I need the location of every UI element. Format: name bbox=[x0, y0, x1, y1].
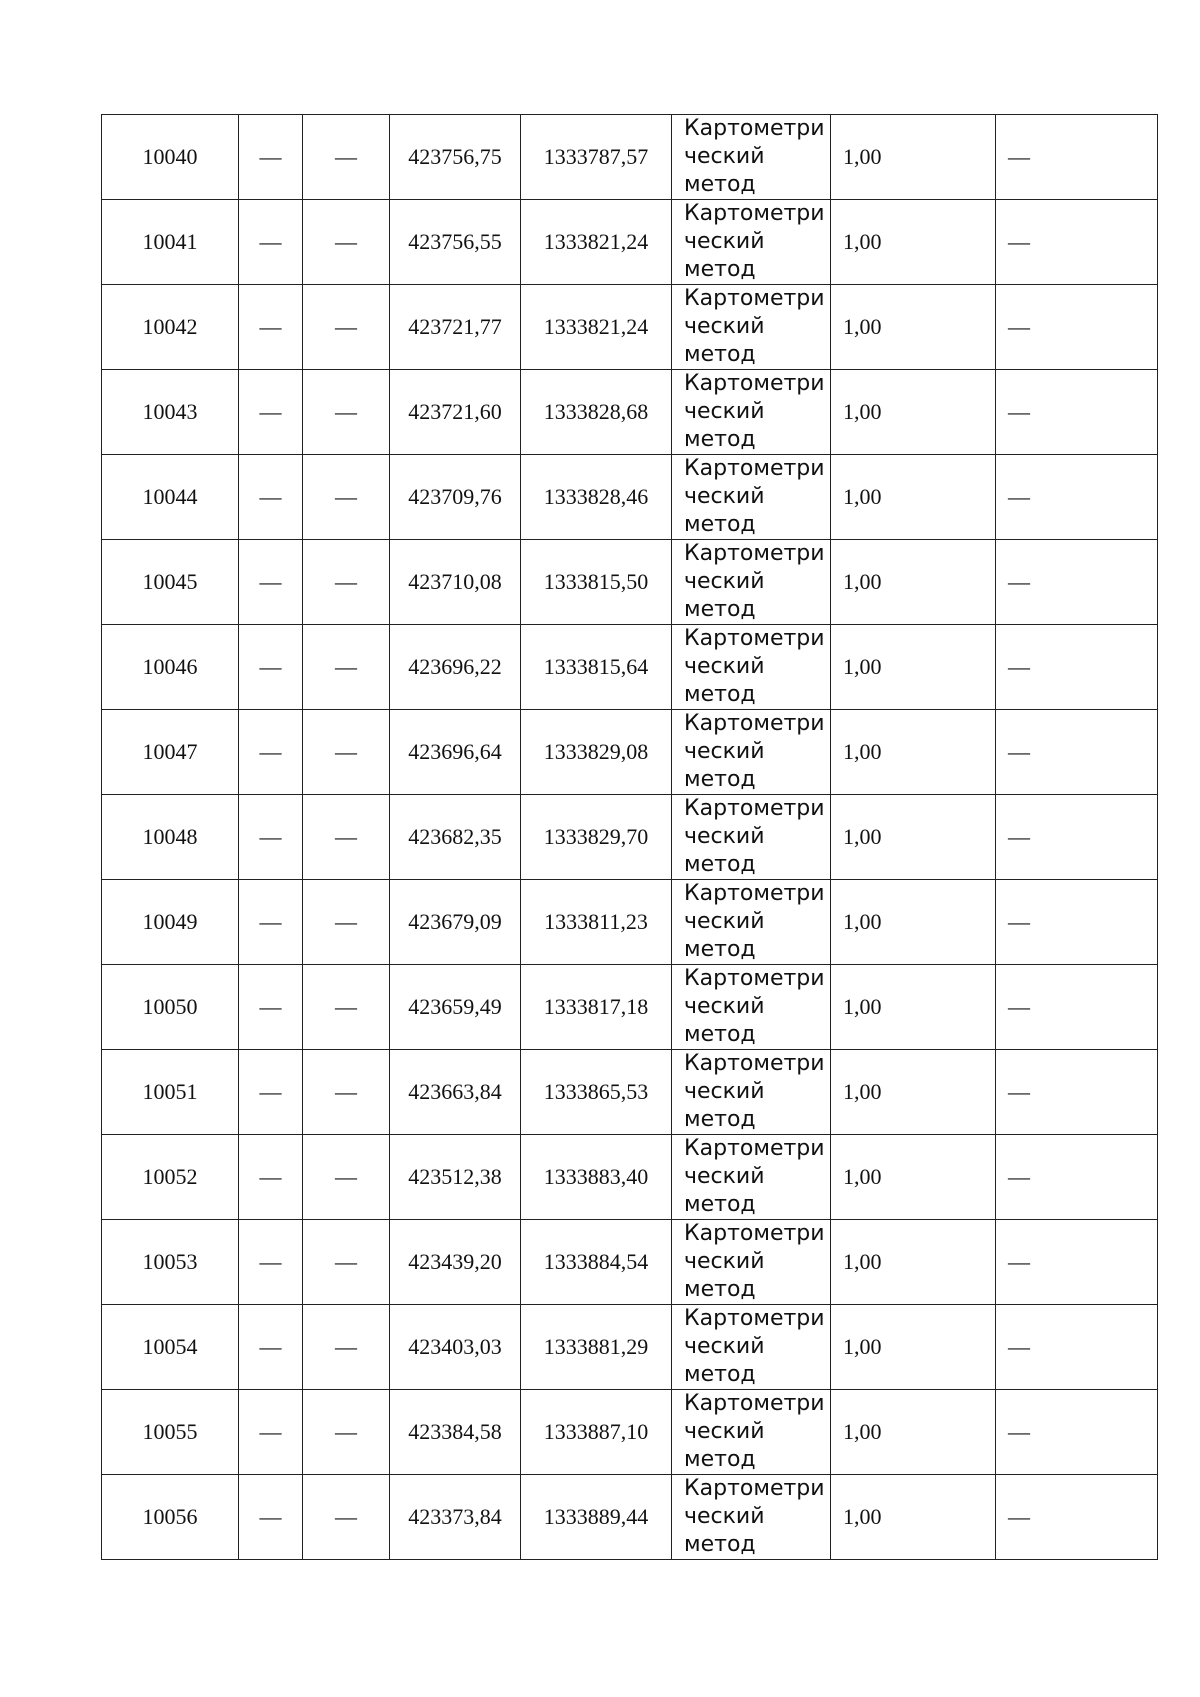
existing-x-cell: — bbox=[239, 115, 303, 200]
existing-y-cell: — bbox=[303, 1050, 390, 1135]
y-coordinate-cell: 1333828,68 bbox=[521, 370, 672, 455]
table-row bbox=[102, 710, 1158, 795]
y-coordinate-cell: 1333883,40 bbox=[521, 1135, 672, 1220]
point-number-cell: 10045 bbox=[102, 540, 239, 625]
method-text-line: ческий bbox=[684, 144, 765, 169]
method-text-line: метод bbox=[684, 1192, 756, 1217]
table-row bbox=[102, 795, 1158, 880]
description-cell: — bbox=[996, 1220, 1158, 1305]
method-text-line: Картометри bbox=[684, 541, 825, 566]
x-coordinate-cell: 423696,22 bbox=[390, 625, 521, 710]
y-coordinate-cell: 1333884,54 bbox=[521, 1220, 672, 1305]
existing-x-cell: — bbox=[239, 1135, 303, 1220]
description-cell: — bbox=[996, 1135, 1158, 1220]
point-number-cell: 10042 bbox=[102, 285, 239, 370]
x-coordinate-cell: 423679,09 bbox=[390, 880, 521, 965]
method-cell bbox=[672, 540, 831, 625]
existing-y-cell: — bbox=[303, 880, 390, 965]
method-text-line: Картометри bbox=[684, 1306, 825, 1331]
y-coordinate-cell: 1333865,53 bbox=[521, 1050, 672, 1135]
method-text-line: метод bbox=[684, 937, 756, 962]
existing-x-cell: — bbox=[239, 1475, 303, 1560]
method-text-line: метод bbox=[684, 1277, 756, 1302]
x-coordinate-cell: 423721,77 bbox=[390, 285, 521, 370]
table-row bbox=[102, 455, 1158, 540]
table-row bbox=[102, 540, 1158, 625]
method-text-line: ческий bbox=[684, 1249, 765, 1274]
method-cell bbox=[672, 1475, 831, 1560]
point-number-cell: 10040 bbox=[102, 115, 239, 200]
method-text-line: Картометри bbox=[684, 711, 825, 736]
table-row bbox=[102, 1305, 1158, 1390]
existing-y-cell: — bbox=[303, 370, 390, 455]
method-cell bbox=[672, 795, 831, 880]
existing-y-cell: — bbox=[303, 710, 390, 795]
method-text-line: ческий bbox=[684, 314, 765, 339]
existing-y-cell: — bbox=[303, 540, 390, 625]
existing-y-cell: — bbox=[303, 200, 390, 285]
existing-y-cell: — bbox=[303, 1390, 390, 1475]
y-coordinate-cell: 1333828,46 bbox=[521, 455, 672, 540]
method-text-line: Картометри bbox=[684, 1391, 825, 1416]
accuracy-cell: 1,00 bbox=[831, 540, 996, 625]
method-text-line: ческий bbox=[684, 484, 765, 509]
existing-x-cell: — bbox=[239, 1390, 303, 1475]
accuracy-cell: 1,00 bbox=[831, 370, 996, 455]
method-cell bbox=[672, 285, 831, 370]
description-cell: — bbox=[996, 200, 1158, 285]
table-body bbox=[102, 115, 1158, 1560]
existing-x-cell: — bbox=[239, 625, 303, 710]
accuracy-cell: 1,00 bbox=[831, 1220, 996, 1305]
existing-y-cell: — bbox=[303, 285, 390, 370]
existing-y-cell: — bbox=[303, 965, 390, 1050]
accuracy-cell: 1,00 bbox=[831, 1135, 996, 1220]
description-cell: — bbox=[996, 710, 1158, 795]
point-number-cell: 10047 bbox=[102, 710, 239, 795]
method-cell bbox=[672, 880, 831, 965]
method-text-line: ческий bbox=[684, 399, 765, 424]
method-text-line: Картометри bbox=[684, 796, 825, 821]
description-cell: — bbox=[996, 965, 1158, 1050]
y-coordinate-cell: 1333821,24 bbox=[521, 285, 672, 370]
method-text-line: ческий bbox=[684, 909, 765, 934]
accuracy-cell: 1,00 bbox=[831, 200, 996, 285]
y-coordinate-cell: 1333815,50 bbox=[521, 540, 672, 625]
point-number-cell: 10052 bbox=[102, 1135, 239, 1220]
accuracy-cell: 1,00 bbox=[831, 625, 996, 710]
existing-x-cell: — bbox=[239, 710, 303, 795]
method-cell bbox=[672, 455, 831, 540]
method-cell bbox=[672, 115, 831, 200]
document-page bbox=[101, 114, 1157, 1560]
x-coordinate-cell: 423659,49 bbox=[390, 965, 521, 1050]
method-text-line: метод bbox=[684, 1362, 756, 1387]
y-coordinate-cell: 1333887,10 bbox=[521, 1390, 672, 1475]
method-text-line: Картометри bbox=[684, 1051, 825, 1076]
point-number-cell: 10049 bbox=[102, 880, 239, 965]
accuracy-cell: 1,00 bbox=[831, 710, 996, 795]
method-text-line: Картометри bbox=[684, 881, 825, 906]
method-text-line: метод bbox=[684, 342, 756, 367]
x-coordinate-cell: 423439,20 bbox=[390, 1220, 521, 1305]
accuracy-cell: 1,00 bbox=[831, 285, 996, 370]
table-row bbox=[102, 1390, 1158, 1475]
description-cell: — bbox=[996, 370, 1158, 455]
y-coordinate-cell: 1333821,24 bbox=[521, 200, 672, 285]
accuracy-cell: 1,00 bbox=[831, 1050, 996, 1135]
existing-x-cell: — bbox=[239, 1305, 303, 1390]
point-number-cell: 10044 bbox=[102, 455, 239, 540]
point-number-cell: 10050 bbox=[102, 965, 239, 1050]
method-text-line: ческий bbox=[684, 654, 765, 679]
method-cell bbox=[672, 370, 831, 455]
accuracy-cell: 1,00 bbox=[831, 455, 996, 540]
existing-x-cell: — bbox=[239, 1050, 303, 1135]
method-cell bbox=[672, 965, 831, 1050]
y-coordinate-cell: 1333787,57 bbox=[521, 115, 672, 200]
coordinates-table bbox=[101, 114, 1158, 1560]
y-coordinate-cell: 1333829,70 bbox=[521, 795, 672, 880]
y-coordinate-cell: 1333881,29 bbox=[521, 1305, 672, 1390]
method-text-line: метод bbox=[684, 1022, 756, 1047]
point-number-cell: 10048 bbox=[102, 795, 239, 880]
method-text-line: ческий bbox=[684, 739, 765, 764]
y-coordinate-cell: 1333889,44 bbox=[521, 1475, 672, 1560]
method-text-line: метод bbox=[684, 767, 756, 792]
existing-x-cell: — bbox=[239, 455, 303, 540]
x-coordinate-cell: 423710,08 bbox=[390, 540, 521, 625]
existing-y-cell: — bbox=[303, 1220, 390, 1305]
x-coordinate-cell: 423756,55 bbox=[390, 200, 521, 285]
existing-y-cell: — bbox=[303, 455, 390, 540]
table-row bbox=[102, 1135, 1158, 1220]
method-text-line: Картометри bbox=[684, 966, 825, 991]
description-cell: — bbox=[996, 115, 1158, 200]
x-coordinate-cell: 423756,75 bbox=[390, 115, 521, 200]
x-coordinate-cell: 423373,84 bbox=[390, 1475, 521, 1560]
table-row bbox=[102, 115, 1158, 200]
method-cell bbox=[672, 1305, 831, 1390]
point-number-cell: 10054 bbox=[102, 1305, 239, 1390]
accuracy-cell: 1,00 bbox=[831, 965, 996, 1050]
table-row bbox=[102, 965, 1158, 1050]
point-number-cell: 10053 bbox=[102, 1220, 239, 1305]
method-text-line: ческий bbox=[684, 994, 765, 1019]
method-text-line: метод bbox=[684, 597, 756, 622]
method-text-line: метод bbox=[684, 1532, 756, 1557]
accuracy-cell: 1,00 bbox=[831, 1475, 996, 1560]
table-row bbox=[102, 370, 1158, 455]
existing-y-cell: — bbox=[303, 1135, 390, 1220]
method-cell bbox=[672, 1135, 831, 1220]
method-text-line: Картометри bbox=[684, 371, 825, 396]
method-cell bbox=[672, 625, 831, 710]
x-coordinate-cell: 423384,58 bbox=[390, 1390, 521, 1475]
description-cell: — bbox=[996, 795, 1158, 880]
method-text-line: Картометри bbox=[684, 116, 825, 141]
existing-x-cell: — bbox=[239, 965, 303, 1050]
description-cell: — bbox=[996, 625, 1158, 710]
table-row bbox=[102, 200, 1158, 285]
accuracy-cell: 1,00 bbox=[831, 795, 996, 880]
x-coordinate-cell: 423403,03 bbox=[390, 1305, 521, 1390]
method-text-line: ческий bbox=[684, 1334, 765, 1359]
x-coordinate-cell: 423512,38 bbox=[390, 1135, 521, 1220]
table-row bbox=[102, 880, 1158, 965]
method-text-line: Картометри bbox=[684, 1221, 825, 1246]
point-number-cell: 10046 bbox=[102, 625, 239, 710]
description-cell: — bbox=[996, 1305, 1158, 1390]
description-cell: — bbox=[996, 455, 1158, 540]
existing-x-cell: — bbox=[239, 1220, 303, 1305]
existing-y-cell: — bbox=[303, 1475, 390, 1560]
table-row bbox=[102, 625, 1158, 710]
x-coordinate-cell: 423696,64 bbox=[390, 710, 521, 795]
y-coordinate-cell: 1333815,64 bbox=[521, 625, 672, 710]
method-text-line: метод bbox=[684, 682, 756, 707]
method-text-line: Картометри bbox=[684, 201, 825, 226]
method-text-line: ческий bbox=[684, 569, 765, 594]
method-text-line: метод bbox=[684, 512, 756, 537]
description-cell: — bbox=[996, 540, 1158, 625]
existing-x-cell: — bbox=[239, 200, 303, 285]
point-number-cell: 10055 bbox=[102, 1390, 239, 1475]
method-text-line: Картометри bbox=[684, 626, 825, 651]
method-cell bbox=[672, 710, 831, 795]
accuracy-cell: 1,00 bbox=[831, 1390, 996, 1475]
y-coordinate-cell: 1333811,23 bbox=[521, 880, 672, 965]
accuracy-cell: 1,00 bbox=[831, 115, 996, 200]
point-number-cell: 10041 bbox=[102, 200, 239, 285]
existing-y-cell: — bbox=[303, 115, 390, 200]
y-coordinate-cell: 1333817,18 bbox=[521, 965, 672, 1050]
description-cell: — bbox=[996, 1050, 1158, 1135]
method-text-line: ческий bbox=[684, 824, 765, 849]
point-number-cell: 10043 bbox=[102, 370, 239, 455]
method-text-line: метод bbox=[684, 852, 756, 877]
table-row bbox=[102, 1475, 1158, 1560]
x-coordinate-cell: 423663,84 bbox=[390, 1050, 521, 1135]
existing-y-cell: — bbox=[303, 625, 390, 710]
existing-x-cell: — bbox=[239, 370, 303, 455]
x-coordinate-cell: 423682,35 bbox=[390, 795, 521, 880]
method-cell bbox=[672, 1220, 831, 1305]
existing-x-cell: — bbox=[239, 795, 303, 880]
description-cell: — bbox=[996, 1475, 1158, 1560]
method-text-line: ческий bbox=[684, 1164, 765, 1189]
table-row bbox=[102, 1220, 1158, 1305]
table-row bbox=[102, 1050, 1158, 1135]
accuracy-cell: 1,00 bbox=[831, 1305, 996, 1390]
method-text-line: Картометри bbox=[684, 1476, 825, 1501]
description-cell: — bbox=[996, 880, 1158, 965]
method-text-line: ческий bbox=[684, 1079, 765, 1104]
method-text-line: ческий bbox=[684, 1419, 765, 1444]
y-coordinate-cell: 1333829,08 bbox=[521, 710, 672, 795]
x-coordinate-cell: 423721,60 bbox=[390, 370, 521, 455]
method-cell bbox=[672, 200, 831, 285]
description-cell: — bbox=[996, 285, 1158, 370]
table-row bbox=[102, 285, 1158, 370]
method-text-line: метод bbox=[684, 257, 756, 282]
method-text-line: Картометри bbox=[684, 286, 825, 311]
point-number-cell: 10051 bbox=[102, 1050, 239, 1135]
method-cell bbox=[672, 1390, 831, 1475]
method-text-line: метод bbox=[684, 427, 756, 452]
existing-y-cell: — bbox=[303, 795, 390, 880]
existing-x-cell: — bbox=[239, 540, 303, 625]
x-coordinate-cell: 423709,76 bbox=[390, 455, 521, 540]
method-text-line: Картометри bbox=[684, 1136, 825, 1161]
method-text-line: Картометри bbox=[684, 456, 825, 481]
existing-x-cell: — bbox=[239, 285, 303, 370]
method-text-line: ческий bbox=[684, 1504, 765, 1529]
method-cell bbox=[672, 1050, 831, 1135]
accuracy-cell: 1,00 bbox=[831, 880, 996, 965]
description-cell: — bbox=[996, 1390, 1158, 1475]
point-number-cell: 10056 bbox=[102, 1475, 239, 1560]
method-text-line: метод bbox=[684, 172, 756, 197]
method-text-line: ческий bbox=[684, 229, 765, 254]
existing-x-cell: — bbox=[239, 880, 303, 965]
method-text-line: метод bbox=[684, 1447, 756, 1472]
existing-y-cell: — bbox=[303, 1305, 390, 1390]
method-text-line: метод bbox=[684, 1107, 756, 1132]
